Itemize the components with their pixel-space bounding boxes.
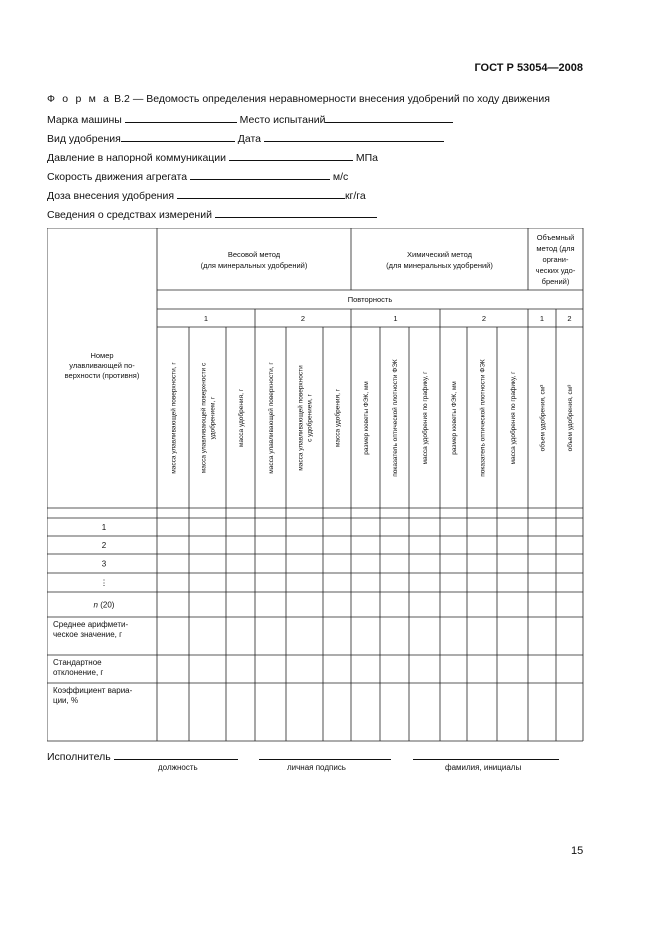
repeat-number: 2 [481, 314, 487, 323]
form-code: В.2 [114, 93, 130, 105]
row-label: n (20) [93, 600, 115, 610]
column-header-12: масса удобрения по графику, г [510, 371, 517, 465]
pressure-unit: МПа [355, 152, 379, 164]
dose-input[interactable] [177, 189, 345, 199]
signature-line [47, 750, 559, 763]
column-header-1: масса улавливающей поверхности, г [170, 362, 178, 474]
row-label: 2 [101, 541, 107, 550]
field-line-fertilizer [47, 132, 444, 145]
column-header-5: масса улавливающей поверхности [297, 365, 305, 471]
column-header-2: удобрением, г [209, 396, 217, 440]
row-header-label: Номер [90, 351, 114, 360]
field-line-speed [47, 170, 348, 183]
volume-method-title: метод (для [536, 244, 575, 253]
signature-input[interactable] [259, 750, 391, 760]
column-header-7: размер кюветы ФЭК, мм [363, 381, 370, 455]
repeat-number: 1 [539, 314, 545, 323]
name-input[interactable] [413, 750, 559, 760]
row-label: ческое значение, г [53, 630, 123, 639]
fertilizer-input[interactable] [121, 132, 235, 142]
volume-method-title: Объемный [536, 233, 575, 242]
column-header-2: масса улавливающей поверхности с [200, 362, 208, 474]
instruments-label: Сведения о средствах измерений [47, 209, 212, 221]
standard-number: ГОСТ Р 53054—2008 [474, 62, 583, 74]
weight-method-title: Весовой метод [227, 250, 281, 259]
column-header-10: размер кюветы ФЭК, мм [451, 381, 458, 455]
column-header-11: показатель оптической плотности ФЭК [479, 359, 487, 477]
pressure-label: Давление в напорной коммуникации [47, 152, 227, 164]
column-header-5: с удобрением, г [306, 394, 314, 442]
field-line-machine [47, 113, 453, 126]
row-label: Стандартное [53, 658, 102, 667]
dose-unit: кг/га [344, 190, 366, 202]
row-label: Коэффициент вариа- [53, 686, 133, 695]
row-header-label: верхности (противня) [64, 371, 140, 380]
speed-unit: м/с [332, 171, 349, 183]
column-header-3: масса удобрения, г [238, 388, 245, 448]
column-header-14: объем удобрения, см³ [567, 384, 574, 452]
dose-label: Доза внесения удобрения [47, 190, 175, 202]
volume-method-title: ческих удо- [535, 266, 576, 275]
executor-label: Исполнитель [47, 751, 111, 763]
position-input[interactable] [114, 750, 238, 760]
instruments-input[interactable] [215, 208, 377, 218]
row-label: ции, % [53, 696, 79, 705]
test-place-label: Место испытаний [239, 114, 326, 126]
signature-caption: личная подпись [287, 763, 346, 772]
speed-input[interactable] [190, 170, 330, 180]
fertilizer-label: Вид удобрения [47, 133, 121, 145]
row-label: отклонение, г [53, 668, 104, 677]
column-header-4: масса улавливающей поверхности, г [268, 362, 275, 474]
column-header-8: показатель оптической плотности ФЭК [392, 359, 399, 477]
date-input[interactable] [264, 132, 444, 142]
date-label: Дата [237, 133, 262, 145]
speed-label: Скорость движения агрегата [47, 171, 188, 183]
distribution-table [47, 228, 584, 743]
form-prefix: Ф о р м а [47, 93, 112, 105]
row-label: 3 [101, 559, 107, 569]
repeat-number: 1 [393, 314, 398, 323]
test-place-input[interactable] [325, 113, 453, 123]
column-header-6: масса удобрения, г [334, 388, 342, 448]
row-label: ⋮ [100, 578, 108, 588]
form-title [47, 93, 550, 105]
machine-input[interactable] [125, 113, 237, 123]
row-label: Среднее арифмети- [53, 620, 129, 629]
chemical-method-title: Химический метод [407, 250, 472, 259]
pressure-input[interactable] [229, 151, 353, 161]
field-line-pressure [47, 151, 378, 164]
field-line-instruments [47, 208, 377, 221]
machine-label: Марка машины [47, 114, 122, 126]
page-number: 15 [571, 845, 584, 857]
row-header-label: улавливающей по- [69, 361, 135, 370]
volume-method-title: брений) [541, 277, 570, 286]
position-caption: должность [158, 763, 198, 772]
chemical-method-subtitle: (для минеральных удобрений) [386, 261, 493, 270]
field-line-dose [47, 189, 366, 202]
volume-method-title: органи- [542, 255, 569, 264]
name-caption: фамилия, инициалы [445, 763, 522, 772]
weight-method-subtitle: (для минеральных удобрений) [200, 261, 308, 270]
repeat-label: Повторность [347, 295, 393, 304]
repeat-number: 2 [567, 314, 572, 323]
repeat-number: 1 [203, 314, 209, 323]
form-title-text: — Ведомость определения неравномерности внесения удобрений по ходу движения [132, 93, 550, 105]
repeat-number: 2 [300, 314, 306, 323]
row-label: 1 [101, 523, 107, 532]
column-header-9: масса удобрения по графику, г [422, 371, 429, 465]
column-header-13: объем удобрения, см³ [539, 384, 547, 452]
